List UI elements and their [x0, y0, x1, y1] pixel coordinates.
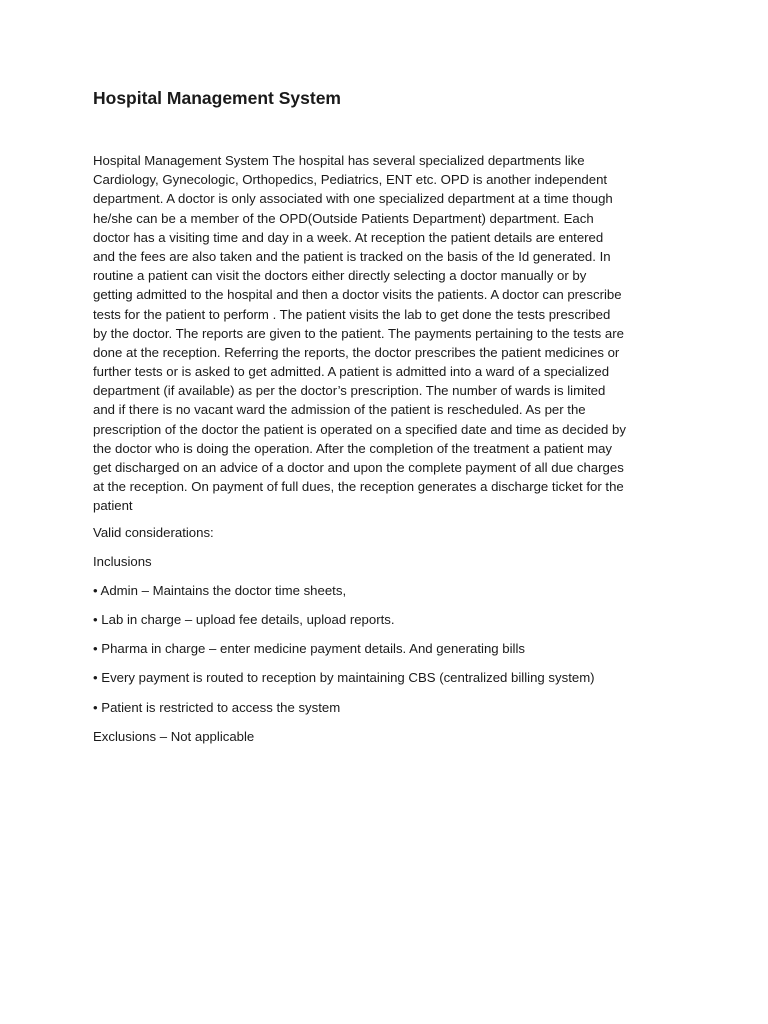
- inclusion-item-patient: • Patient is restricted to access the system: [93, 699, 341, 715]
- body-line: department (if available) as per the doctor’s prescription. The number of wards is limited: [93, 383, 606, 399]
- body-paragraph: [93, 151, 683, 516]
- body-line: patient: [93, 498, 133, 514]
- body-line: department. A doctor is only associated with one specialized department at a time though: [93, 191, 613, 207]
- body-line: and the fees are also taken and the patient is tracked on the basis of the Id generated. In: [93, 248, 611, 264]
- body-line: prescription of the doctor the patient is operated on a specified date and time as decided by: [93, 421, 626, 437]
- body-line: get discharged on an advice of a doctor and upon the complete payment of all due charges: [93, 460, 624, 475]
- inclusion-item-admin: • Admin – Maintains the doctor time sheets,: [93, 583, 347, 599]
- body-line: at the reception. On payment of full dues, the reception generates a discharge ticket for the: [93, 479, 624, 495]
- body-line: and if there is no vacant ward the admission of the patient is rescheduled. As per the: [93, 402, 586, 418]
- body-line: he/she can be a member of the OPD(Outside Patients Department) department. Each: [93, 210, 594, 226]
- body-line: routine a patient can visit the doctors either directly selecting a doctor manually or by: [93, 268, 587, 284]
- body-line: the doctor who is doing the operation. After the completion of the treatment a patient may: [93, 440, 613, 456]
- document-title: Hospital Management System: [93, 88, 341, 108]
- inclusion-item-lab: • Lab in charge – upload fee details, upload reports.: [93, 612, 395, 628]
- body-line: by the doctor. The reports are given to the patient. The payments pertaining to the tests are: [93, 325, 624, 341]
- body-line: further tests or is asked to get admitted. A patient is admitted into a ward of a specialized: [93, 364, 610, 380]
- body-line: Hospital Management System The hospital has several specialized departments like: [93, 153, 585, 168]
- inclusion-item-pharma: • Pharma in charge – enter medicine payment details. And generating bills: [93, 641, 525, 657]
- valid-considerations-heading: Valid considerations:: [93, 525, 214, 540]
- inclusions-heading: Inclusions: [93, 554, 152, 570]
- body-line: doctor has a visiting time and day in a week. At reception the patient details are entered: [93, 229, 604, 245]
- body-line: Cardiology, Gynecologic, Orthopedics, Pediatrics, ENT etc. OPD is another independent: [93, 172, 608, 188]
- exclusions-line: Exclusions – Not applicable: [93, 728, 255, 744]
- considerations-section: [93, 523, 693, 756]
- inclusion-item-payment: • Every payment is routed to reception by maintaining CBS (centralized billing system): [93, 670, 595, 686]
- body-line: done at the reception. Referring the reports, the doctor prescribes the patient medicines or: [93, 344, 620, 360]
- body-line: getting admitted to the hospital and then a doctor visits the patients. A doctor can prescribe: [93, 287, 622, 303]
- body-line: tests for the patient to perform . The patient visits the lab to get done the tests prescribed: [93, 306, 611, 322]
